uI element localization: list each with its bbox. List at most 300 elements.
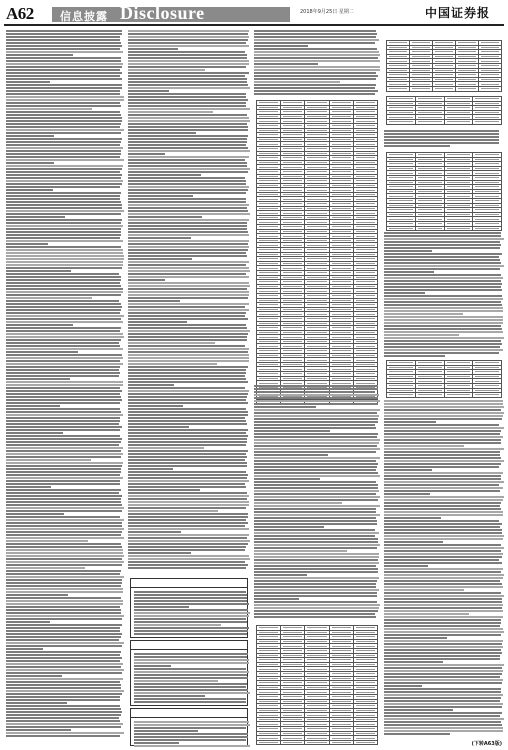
text-line bbox=[254, 472, 378, 474]
data-table-e bbox=[386, 360, 502, 398]
text-column-4-middle bbox=[384, 232, 504, 358]
text-line bbox=[134, 745, 250, 747]
text-line bbox=[134, 677, 248, 679]
text-line bbox=[128, 198, 246, 200]
text-line bbox=[6, 42, 121, 44]
text-line bbox=[128, 411, 248, 413]
text-line bbox=[6, 255, 124, 257]
text-line bbox=[254, 466, 377, 468]
text-line bbox=[6, 246, 121, 248]
text-line bbox=[6, 324, 73, 326]
text-line bbox=[6, 528, 124, 530]
text-line bbox=[6, 702, 67, 704]
text-line bbox=[128, 519, 246, 521]
text-line bbox=[254, 499, 378, 501]
text-line bbox=[6, 516, 120, 518]
text-line bbox=[384, 418, 502, 420]
text-line bbox=[384, 427, 504, 429]
text-line bbox=[6, 723, 123, 725]
text-line bbox=[6, 585, 121, 587]
text-line bbox=[128, 219, 249, 221]
text-line bbox=[128, 276, 249, 278]
text-line bbox=[254, 487, 378, 489]
text-line bbox=[384, 664, 504, 666]
text-line bbox=[6, 588, 123, 590]
text-line bbox=[6, 678, 123, 680]
text-line bbox=[384, 292, 425, 294]
table-cell bbox=[444, 393, 473, 398]
text-line bbox=[6, 129, 124, 131]
text-line bbox=[128, 294, 249, 296]
text-line bbox=[6, 126, 120, 128]
text-line bbox=[384, 706, 502, 708]
text-line bbox=[6, 159, 124, 161]
text-line bbox=[6, 240, 123, 242]
text-line bbox=[6, 165, 123, 167]
text-line bbox=[254, 469, 376, 471]
text-line bbox=[128, 537, 247, 539]
text-line bbox=[384, 556, 502, 558]
text-line bbox=[384, 475, 501, 477]
text-line bbox=[384, 286, 501, 288]
text-line bbox=[6, 348, 123, 350]
text-line bbox=[6, 225, 123, 227]
text-line bbox=[6, 384, 123, 386]
text-line bbox=[6, 162, 54, 164]
text-line bbox=[6, 132, 121, 134]
text-line bbox=[134, 692, 250, 694]
text-line bbox=[384, 451, 500, 453]
notice-box-1 bbox=[130, 578, 248, 638]
table-cell bbox=[444, 226, 473, 231]
text-line bbox=[128, 57, 247, 59]
text-line bbox=[6, 603, 123, 605]
text-line bbox=[128, 549, 245, 551]
text-line bbox=[384, 328, 502, 330]
text-line bbox=[6, 594, 68, 596]
text-line bbox=[134, 653, 248, 655]
text-line bbox=[384, 727, 503, 729]
data-table-c bbox=[386, 96, 502, 125]
text-line bbox=[254, 403, 378, 405]
text-line bbox=[254, 577, 379, 579]
text-line bbox=[128, 240, 249, 242]
text-line bbox=[134, 695, 205, 697]
text-line bbox=[384, 298, 503, 300]
text-line bbox=[128, 54, 247, 56]
text-line bbox=[6, 81, 50, 83]
text-line bbox=[6, 519, 124, 521]
text-line bbox=[134, 701, 246, 703]
notice-box-title bbox=[131, 579, 247, 588]
text-line bbox=[6, 54, 73, 56]
text-line bbox=[6, 396, 121, 398]
text-line bbox=[6, 570, 121, 572]
text-line bbox=[128, 129, 248, 131]
text-line bbox=[384, 553, 503, 555]
text-line bbox=[128, 552, 191, 554]
text-line bbox=[384, 601, 502, 603]
text-line bbox=[384, 592, 501, 594]
text-line bbox=[6, 180, 123, 182]
text-line bbox=[384, 313, 463, 315]
text-line bbox=[254, 535, 375, 537]
text-line bbox=[128, 168, 250, 170]
text-line bbox=[128, 378, 246, 380]
text-line bbox=[6, 456, 121, 458]
text-line bbox=[128, 51, 245, 53]
text-line bbox=[254, 84, 376, 86]
text-line bbox=[134, 689, 248, 691]
text-line bbox=[6, 360, 120, 362]
text-line bbox=[6, 504, 122, 506]
text-line bbox=[384, 319, 503, 321]
text-line bbox=[384, 622, 501, 624]
text-line bbox=[6, 198, 120, 200]
text-line bbox=[384, 673, 502, 675]
text-line bbox=[254, 69, 380, 71]
text-line bbox=[384, 658, 500, 660]
text-line bbox=[254, 51, 379, 53]
text-line bbox=[128, 228, 247, 230]
text-line bbox=[6, 39, 120, 41]
text-line bbox=[384, 232, 501, 234]
text-line bbox=[128, 153, 165, 155]
text-line bbox=[254, 541, 378, 543]
text-line bbox=[384, 634, 501, 636]
text-line bbox=[254, 505, 380, 507]
text-line bbox=[128, 261, 249, 263]
text-line bbox=[6, 186, 120, 188]
text-line bbox=[6, 546, 122, 548]
text-line bbox=[384, 613, 469, 615]
text-line bbox=[384, 343, 502, 345]
text-line bbox=[6, 120, 122, 122]
text-column-3-bottom bbox=[254, 385, 380, 619]
text-line bbox=[128, 321, 187, 323]
text-line bbox=[6, 63, 123, 65]
text-line bbox=[254, 60, 380, 62]
text-line bbox=[254, 66, 380, 68]
text-line bbox=[384, 583, 502, 585]
text-line bbox=[134, 656, 247, 658]
text-line bbox=[128, 111, 213, 113]
text-line bbox=[6, 228, 121, 230]
text-line bbox=[6, 342, 119, 344]
text-line bbox=[384, 526, 500, 528]
text-line bbox=[128, 159, 245, 161]
text-line bbox=[128, 348, 249, 350]
text-line bbox=[6, 339, 121, 341]
text-line bbox=[128, 357, 249, 359]
text-line bbox=[128, 405, 183, 407]
table-cell bbox=[387, 86, 410, 91]
text-line bbox=[384, 508, 501, 510]
text-line bbox=[6, 489, 121, 491]
text-line bbox=[128, 123, 247, 125]
text-line bbox=[6, 282, 120, 284]
text-line bbox=[6, 639, 119, 641]
text-line bbox=[128, 192, 246, 194]
masthead bbox=[0, 0, 508, 24]
text-line bbox=[254, 595, 377, 597]
text-line bbox=[128, 156, 249, 158]
text-line bbox=[6, 600, 123, 602]
text-line bbox=[6, 648, 43, 650]
text-line bbox=[254, 553, 379, 555]
text-line bbox=[128, 69, 205, 71]
text-line bbox=[384, 268, 500, 270]
text-line bbox=[6, 705, 120, 707]
text-line bbox=[384, 409, 501, 411]
text-line bbox=[6, 513, 64, 515]
text-line bbox=[254, 412, 377, 414]
text-line bbox=[128, 327, 247, 329]
text-line bbox=[6, 645, 122, 647]
text-line bbox=[6, 675, 62, 677]
table-row bbox=[387, 86, 502, 91]
text-line bbox=[6, 261, 123, 263]
table-cell bbox=[257, 740, 281, 745]
text-line bbox=[128, 330, 250, 332]
table-cell bbox=[473, 226, 502, 231]
text-line bbox=[6, 681, 120, 683]
text-line bbox=[6, 201, 121, 203]
text-line bbox=[128, 135, 248, 137]
text-line bbox=[384, 646, 503, 648]
text-line bbox=[384, 295, 502, 297]
text-line bbox=[128, 105, 246, 107]
text-line bbox=[384, 631, 504, 633]
text-line bbox=[6, 381, 123, 383]
text-line bbox=[254, 78, 376, 80]
text-line bbox=[384, 349, 503, 351]
text-line bbox=[134, 630, 248, 632]
text-line bbox=[254, 607, 379, 609]
text-line bbox=[384, 301, 501, 303]
text-line bbox=[128, 249, 248, 251]
text-line bbox=[6, 666, 121, 668]
text-line bbox=[6, 501, 121, 503]
text-line bbox=[6, 729, 71, 731]
text-line bbox=[254, 421, 378, 423]
text-line bbox=[6, 429, 120, 431]
text-line bbox=[384, 331, 503, 333]
text-line bbox=[128, 183, 246, 185]
text-line bbox=[254, 433, 378, 435]
text-line bbox=[6, 195, 120, 197]
text-line bbox=[6, 525, 122, 527]
issue-date: 2018年9月25日 星期二 bbox=[300, 9, 354, 15]
text-line bbox=[384, 616, 503, 618]
text-line bbox=[6, 378, 70, 380]
text-line bbox=[128, 384, 174, 386]
text-line bbox=[254, 547, 377, 549]
text-line bbox=[128, 96, 246, 98]
text-line bbox=[128, 102, 246, 104]
table-cell bbox=[387, 226, 416, 231]
text-line bbox=[128, 561, 245, 563]
text-line bbox=[134, 683, 247, 685]
text-line bbox=[128, 39, 248, 41]
text-line bbox=[384, 472, 503, 474]
text-line bbox=[254, 544, 380, 546]
text-line bbox=[254, 592, 377, 594]
text-line bbox=[6, 498, 121, 500]
newspaper-logo: 中国证券报 bbox=[425, 6, 491, 20]
text-line bbox=[128, 447, 204, 449]
text-line bbox=[6, 567, 85, 569]
text-line bbox=[128, 468, 173, 470]
text-line bbox=[134, 659, 249, 661]
text-line bbox=[384, 532, 502, 534]
text-line bbox=[384, 550, 501, 552]
text-line bbox=[384, 400, 503, 402]
text-line bbox=[384, 625, 500, 627]
table-cell bbox=[387, 119, 416, 124]
text-line bbox=[254, 388, 378, 390]
text-line bbox=[128, 165, 247, 167]
text-line bbox=[254, 394, 379, 396]
text-line bbox=[128, 489, 200, 491]
text-line bbox=[128, 555, 249, 557]
text-line bbox=[134, 733, 248, 735]
text-line bbox=[134, 624, 221, 626]
text-line bbox=[384, 544, 501, 546]
data-table-b bbox=[386, 40, 502, 92]
text-line bbox=[254, 538, 378, 540]
table-cell bbox=[410, 86, 433, 91]
text-line bbox=[384, 316, 503, 318]
text-line bbox=[6, 291, 123, 293]
text-line bbox=[6, 69, 120, 71]
text-line bbox=[6, 573, 120, 575]
text-line bbox=[134, 665, 171, 667]
text-line bbox=[6, 321, 123, 323]
table-cell bbox=[305, 740, 329, 745]
text-line bbox=[254, 568, 378, 570]
text-line bbox=[128, 528, 249, 530]
text-line bbox=[384, 562, 502, 564]
table-cell bbox=[433, 86, 456, 91]
text-line bbox=[6, 222, 121, 224]
text-line bbox=[384, 733, 450, 735]
text-line bbox=[128, 60, 249, 62]
text-line bbox=[6, 597, 121, 599]
text-line bbox=[6, 591, 123, 593]
text-line bbox=[128, 195, 193, 197]
text-line bbox=[254, 430, 330, 432]
text-line bbox=[6, 207, 122, 209]
text-line bbox=[254, 484, 378, 486]
text-line bbox=[128, 258, 192, 260]
text-line bbox=[6, 657, 122, 659]
text-line bbox=[128, 63, 249, 65]
notice-box-2 bbox=[130, 640, 248, 706]
text-line bbox=[6, 627, 120, 629]
text-line bbox=[128, 126, 248, 128]
text-line bbox=[384, 718, 504, 720]
text-line bbox=[128, 120, 250, 122]
text-line bbox=[128, 492, 247, 494]
text-line bbox=[128, 312, 246, 314]
text-line bbox=[128, 477, 247, 479]
text-line bbox=[128, 267, 249, 269]
text-line bbox=[384, 619, 501, 621]
text-line bbox=[128, 498, 247, 500]
text-line bbox=[254, 517, 376, 519]
text-line bbox=[134, 603, 249, 605]
text-line bbox=[128, 186, 249, 188]
text-line bbox=[128, 243, 248, 245]
text-line bbox=[384, 523, 502, 525]
text-line bbox=[254, 93, 375, 95]
text-line bbox=[6, 654, 120, 656]
text-line bbox=[384, 466, 499, 468]
text-line bbox=[6, 270, 71, 272]
text-line bbox=[384, 490, 500, 492]
text-line bbox=[128, 150, 250, 152]
text-line bbox=[128, 255, 247, 257]
text-line bbox=[384, 406, 504, 408]
text-line bbox=[6, 264, 123, 266]
text-line bbox=[384, 643, 502, 645]
text-line bbox=[128, 99, 248, 101]
text-line bbox=[6, 663, 123, 665]
text-line bbox=[6, 249, 123, 251]
text-line bbox=[6, 258, 124, 260]
text-line bbox=[384, 505, 500, 507]
text-line bbox=[6, 306, 122, 308]
text-line bbox=[128, 138, 247, 140]
text-line bbox=[6, 273, 119, 275]
text-line bbox=[384, 694, 503, 696]
text-line bbox=[6, 294, 121, 296]
text-line bbox=[6, 330, 120, 332]
text-line bbox=[254, 496, 380, 498]
text-line bbox=[128, 369, 246, 371]
text-line bbox=[6, 303, 121, 305]
text-line bbox=[254, 598, 299, 600]
text-line bbox=[128, 72, 249, 74]
text-line bbox=[128, 546, 246, 548]
text-line bbox=[128, 333, 248, 335]
text-line bbox=[384, 670, 503, 672]
text-line bbox=[6, 660, 120, 662]
text-line bbox=[6, 267, 122, 269]
text-line bbox=[134, 730, 198, 732]
text-line bbox=[134, 671, 249, 673]
text-line bbox=[254, 478, 320, 480]
text-line bbox=[128, 282, 249, 284]
text-line bbox=[128, 231, 248, 233]
text-line bbox=[384, 460, 504, 462]
text-line bbox=[6, 540, 88, 542]
text-line bbox=[254, 583, 376, 585]
data-table-a2 bbox=[256, 625, 378, 745]
text-line bbox=[384, 469, 432, 471]
text-line bbox=[134, 606, 189, 608]
text-line bbox=[254, 397, 378, 399]
text-line bbox=[128, 516, 248, 518]
text-line bbox=[6, 612, 121, 614]
text-line bbox=[128, 207, 247, 209]
text-line bbox=[128, 438, 247, 440]
text-line bbox=[6, 354, 122, 356]
text-line bbox=[128, 279, 165, 281]
text-line bbox=[134, 739, 246, 741]
text-line bbox=[6, 357, 123, 359]
